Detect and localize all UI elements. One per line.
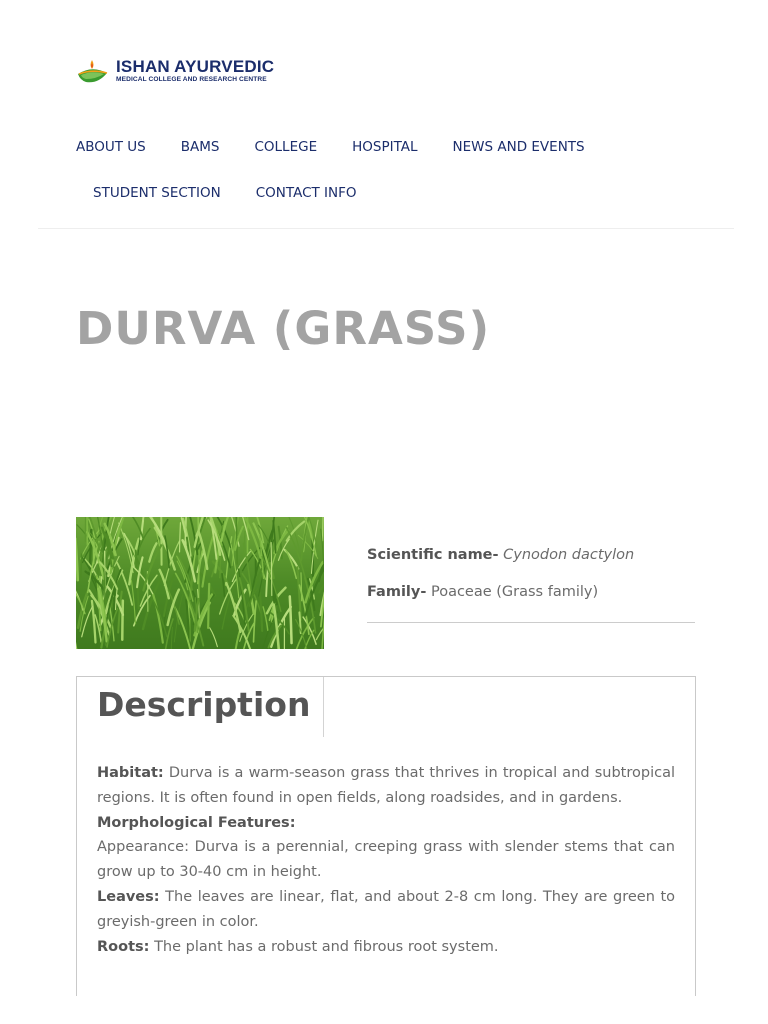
- description-body: [97, 761, 675, 959]
- description-tab[interactable]: [77, 677, 324, 737]
- roots-label: Roots:: [97, 938, 150, 955]
- appearance-text: Appearance: Durva is a perennial, creeping grass with slender stems that can grow up to 30-40 cm in height.: [97, 839, 675, 881]
- nav-student-section[interactable]: STUDENT SECTION: [93, 185, 221, 201]
- family-value: Poaceae (Grass family): [430, 584, 599, 600]
- nav-row-secondary: [76, 182, 716, 204]
- durva-grass-photo: [76, 517, 324, 649]
- leaves-text: The leaves are linear, flat, and about 2-8 cm long. They are green to greyish-green in color.: [97, 888, 676, 930]
- habitat-text: Durva is a warm-season grass that thrives in tropical and subtropical regions. It is often found in open fields, along roadsides, and in gardens.: [97, 765, 675, 806]
- leaves-paragraph: [97, 885, 675, 935]
- nav-bams[interactable]: BAMS: [180, 139, 220, 155]
- plant-info: [367, 544, 695, 618]
- logo-tagline: MEDICAL COLLEGE AND RESEARCH CENTRE: [116, 76, 267, 83]
- logo-title: ISHAN AYURVEDIC: [116, 57, 275, 76]
- scientific-name-row: [367, 544, 695, 566]
- morphology-label: Morphological Features:: [97, 814, 296, 831]
- header-divider: [38, 228, 734, 229]
- description-heading: Description: [97, 685, 311, 724]
- site-logo[interactable]: [76, 57, 274, 85]
- roots-text: The plant has a robust and fibrous root system.: [154, 938, 499, 955]
- lamp-leaf-logo-icon: [76, 57, 110, 85]
- page-title: DURVA (GRASS): [76, 302, 491, 355]
- description-panel: [76, 676, 696, 996]
- family-label: Family-: [367, 584, 427, 600]
- leaves-label: Leaves:: [97, 888, 160, 905]
- nav-hospital[interactable]: HOSPITAL: [352, 139, 418, 155]
- morphology-heading: [97, 811, 675, 836]
- nav-contact-info[interactable]: CONTACT INFO: [255, 185, 357, 201]
- main-nav: [76, 136, 716, 204]
- nav-college[interactable]: COLLEGE: [254, 139, 318, 155]
- habitat-label: Habitat:: [97, 765, 164, 781]
- nav-row-primary: [76, 136, 716, 158]
- nav-news-and-events[interactable]: NEWS AND EVENTS: [452, 139, 585, 155]
- scientific-name-value: Cynodon dactylon: [503, 547, 635, 563]
- info-divider: [367, 622, 695, 623]
- roots-paragraph: [97, 935, 675, 960]
- habitat-paragraph: [97, 761, 675, 811]
- family-row: [367, 581, 695, 603]
- nav-about-us[interactable]: ABOUT US: [76, 139, 146, 155]
- site-header: [0, 0, 768, 230]
- scientific-name-label: Scientific name-: [367, 547, 499, 563]
